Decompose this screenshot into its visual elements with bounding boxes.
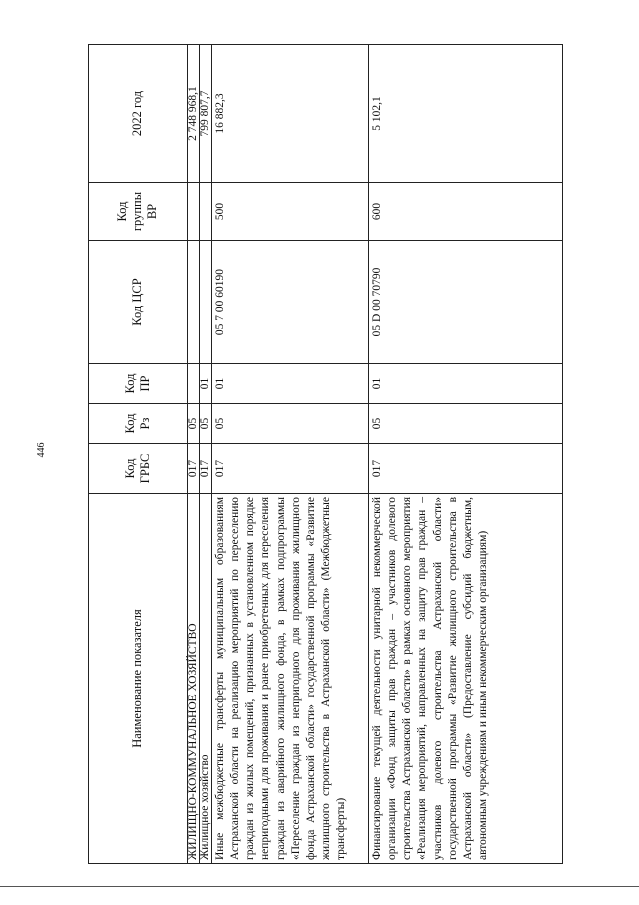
row-value: 16 882,3 xyxy=(211,45,368,183)
row-pr: 01 xyxy=(368,364,562,404)
row-name: Финансирование текущей деятельности унитарной некоммерческой организации «Фонд защиты прав граждан – участников долевого строительства Астраханской области» в рамках основного мероприятия «Реализация мероприятий, направленных на защиту прав граждан – участников долевого строительства Астраханской области» государственной программы «Развитие жилищного строительства в Астраханской области» (Предоставление субсидий бюджетным, автономным учреждениям и иным некоммерческим организациям) xyxy=(368,494,562,864)
row-rz: 05 xyxy=(368,404,562,444)
row-csr xyxy=(187,241,199,364)
budget-table xyxy=(88,44,563,864)
row-name: Иные межбюджетные трансферты муниципальным образованиям Астраханской области на реализацию мероприятий по переселению граждан из жилых помещений, признанных в установленном порядке непригодными для проживания и ранее приобретенных для переселения граждан из аварийного жилищного фонда, в рамках подпрограммы «Переселение граждан из непригодного для проживания жилищного фонда Астраханской области» государственной программы «Развитие жилищного строительства в Астраханской области» (Межбюджетные трансферты) xyxy=(211,494,368,864)
header-grbs: Код ГРБС xyxy=(89,444,188,494)
header-rz: Код Рз xyxy=(89,404,188,444)
table-header-row xyxy=(89,45,188,864)
header-pr: Код ПР xyxy=(89,364,188,404)
row-csr: 05 D 00 70790 xyxy=(368,241,562,364)
header-name: Наименование показателя xyxy=(89,494,188,864)
rotated-table-container xyxy=(88,45,563,864)
row-rz: 05 xyxy=(199,404,211,444)
header-csr: Код ЦСР xyxy=(89,241,188,364)
row-grbs: 017 xyxy=(211,444,368,494)
row-csr: 05 7 00 60190 xyxy=(211,241,368,364)
row-pr: 01 xyxy=(199,364,211,404)
row-rz: 05 xyxy=(211,404,368,444)
row-rz: 05 xyxy=(187,404,199,444)
table-row xyxy=(368,45,562,864)
row-csr xyxy=(199,241,211,364)
row-grbs: 017 xyxy=(187,444,199,494)
row-vr xyxy=(187,183,199,241)
row-vr: 500 xyxy=(211,183,368,241)
row-vr xyxy=(199,183,211,241)
row-vr: 600 xyxy=(368,183,562,241)
row-name: Жилищное хозяйство xyxy=(199,494,211,864)
row-pr: 01 xyxy=(211,364,368,404)
row-value: 5 102,1 xyxy=(368,45,562,183)
header-year: 2022 год xyxy=(89,45,188,183)
page-number: 446 xyxy=(36,442,47,458)
row-value: 799 807,7 xyxy=(199,45,211,183)
row-pr xyxy=(187,364,199,404)
table-row xyxy=(187,45,199,864)
table-row xyxy=(199,45,211,864)
row-value: 2 748 968,1 xyxy=(187,45,199,183)
row-grbs: 017 xyxy=(199,444,211,494)
bottom-rule xyxy=(0,886,639,887)
header-vr: Код группы ВР xyxy=(89,183,188,241)
row-name: ЖИЛИЩНО-КОММУНАЛЬНОЕ ХОЗЯЙСТВО xyxy=(187,494,199,864)
row-grbs: 017 xyxy=(368,444,562,494)
table-row xyxy=(211,45,368,864)
